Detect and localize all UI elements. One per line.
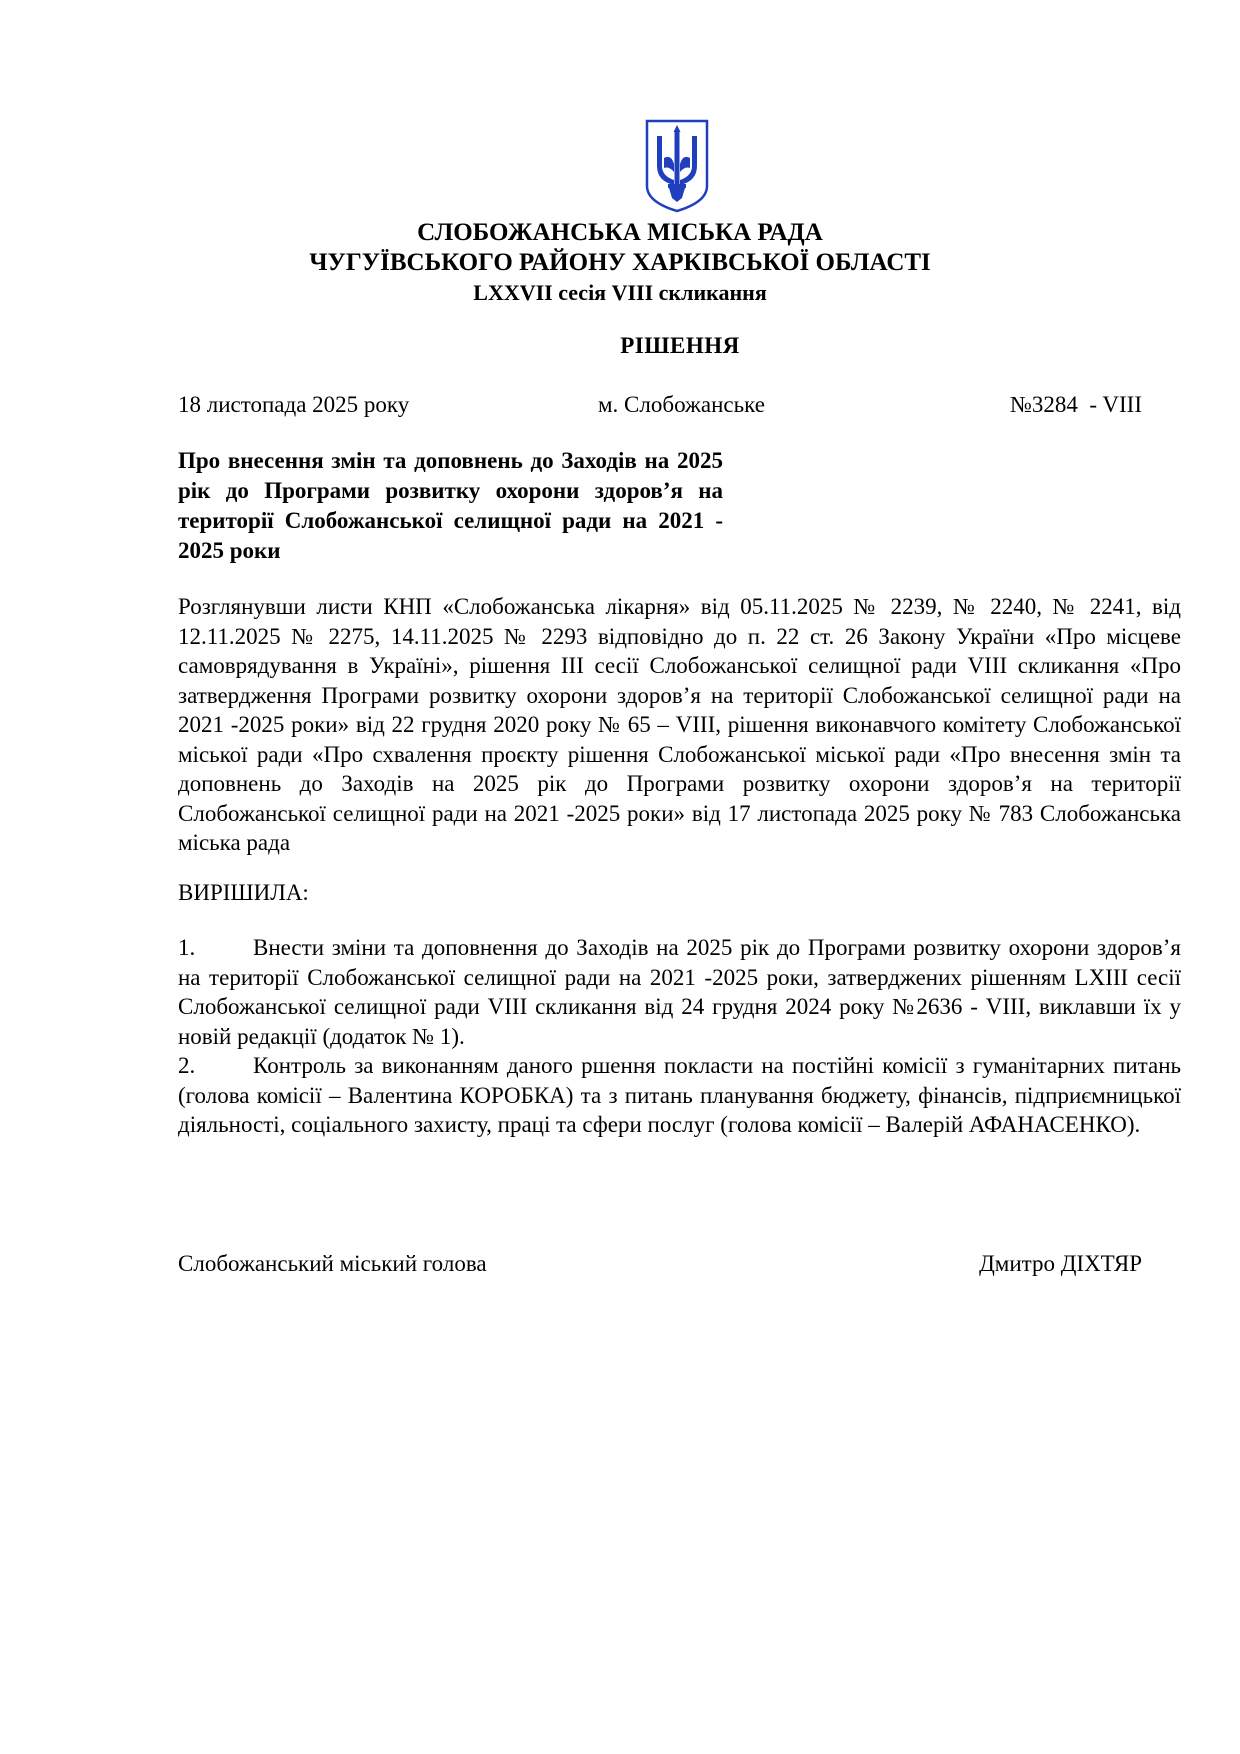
decision-item: [178, 1051, 1181, 1140]
item-text: Контроль за виконанням даного ршення покласти на постійні комісії з гуманітарних питань (голова комісії – Валентина КОРОБКА) та з питань планування бюджету, фінансів, підприємницької діяльності, соціального захисту, праці та сфери послуг (голова комісії – Валерій АФАНАСЕНКО).: [178, 1053, 1181, 1137]
preamble-part-1: Розглянувши листи КНП «Слобожанська лікарня» від 05.11.2025 № 2239, № 2240, № 2241, від 12.11.2025 № 2275, 14.11.2025 № 2293 відповідно до п. 22 ст. 26 Закону України «Про місцеве самоврядування в Україні», рішення ІІІ сесії Слобожанської селищної ради VIII скликання «Про затвердження Програми розвитку охорони здоров’я на території Слобожанської селищної ради на 2021 -2025 роки» від 22 грудня 2020 року № 65 – VIII: [178, 594, 1181, 737]
trident-icon: [643, 118, 711, 214]
decision-number: №3284 - VIII: [1009, 392, 1142, 417]
item-number: 1.: [178, 935, 196, 960]
item-number: 2.: [178, 1053, 196, 1078]
decision-item: [178, 933, 1181, 1051]
signatory-name: Дмитро ДІХТЯР: [979, 1251, 1142, 1276]
preamble: [178, 592, 1181, 858]
decision-items: [178, 933, 1181, 1140]
session-label: LXXVII сесія VIII скликання: [473, 280, 767, 305]
preamble-part-2: , рішення виконавчого комітету Слобожанської міської ради «Про схвалення проєкту рішення Слобожанської міської ради «Про внесення змін та доповнень до Заходів на 2025 рік до Програми розвитку охорони здоров’я на території Слобожанської селищної ради на 2021 -2025 роки» від 17 листопада 2025 року № 783 Слобожанська міська рада: [178, 712, 1181, 855]
region-name: ЧУГУЇВСЬКОГО РАЙОНУ ХАРКІВСЬКОЇ ОБЛАСТІ: [309, 249, 931, 276]
signatory-role: Слобожанський міський голова: [178, 1251, 487, 1276]
item-text: Внести зміни та доповнення до Заходів на 2025 рік до Програми розвитку охорони здоров’я на території Слобожанської селищної ради на 2021 -2025 роки, затверджених рішенням LXIII сесії Слобожанської селищної ради VIII скликання від 24 грудня 2024 року №2636 - VIII, виклавши їх у новій редакції (додаток № 1).: [178, 935, 1181, 1049]
decision-place: м. Слобожанське: [598, 392, 765, 417]
document-title: РІШЕННЯ: [620, 333, 740, 358]
decision-date: 18 листопада 2025 року: [178, 392, 410, 417]
decision-subject: Про внесення змін та доповнень до Заходів на 2025 рік до Програми розвитку охорони здоров’я на території Слобожанської селищної ради на 2021 - 2025 роки: [178, 448, 723, 563]
council-name: СЛОБОЖАНСЬКА МІСЬКА РАДА: [417, 219, 823, 246]
decided-label: ВИРІШИЛА:: [178, 880, 309, 905]
